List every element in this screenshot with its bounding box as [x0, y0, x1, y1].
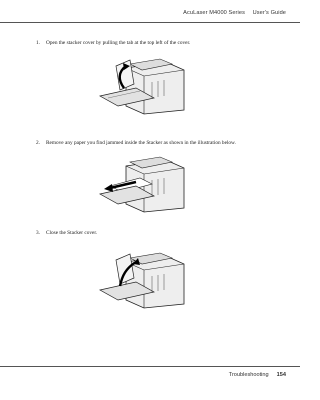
printer-remove-paper-icon: [96, 156, 196, 217]
header-guide: User's Guide: [252, 10, 286, 16]
step-number: 2.: [36, 140, 40, 146]
step-text: Remove any paper you find jammed inside the Stacker as shown in the illustration below.: [46, 140, 236, 146]
page-number: 154: [276, 372, 286, 378]
printer-stacker-open-icon: [96, 58, 196, 119]
header-rule: [0, 22, 300, 23]
step-text: Close the Stacker cover.: [46, 230, 98, 236]
step-3: [36, 230, 274, 237]
footer-section: Troubleshooting: [228, 372, 269, 378]
step-number: 3.: [36, 230, 40, 236]
step-number: 1.: [36, 40, 40, 46]
running-footer: [229, 372, 286, 378]
footer-rule: [0, 366, 300, 367]
header-product: AcuLaser M4000 Series: [183, 10, 245, 16]
step-1: [36, 40, 274, 47]
printer-stacker-close-icon: [96, 252, 196, 313]
step-2: [36, 140, 274, 147]
step-text: Open the stacker cover by pulling the tab at the top left of the cover.: [46, 40, 191, 46]
running-header: [183, 10, 286, 16]
